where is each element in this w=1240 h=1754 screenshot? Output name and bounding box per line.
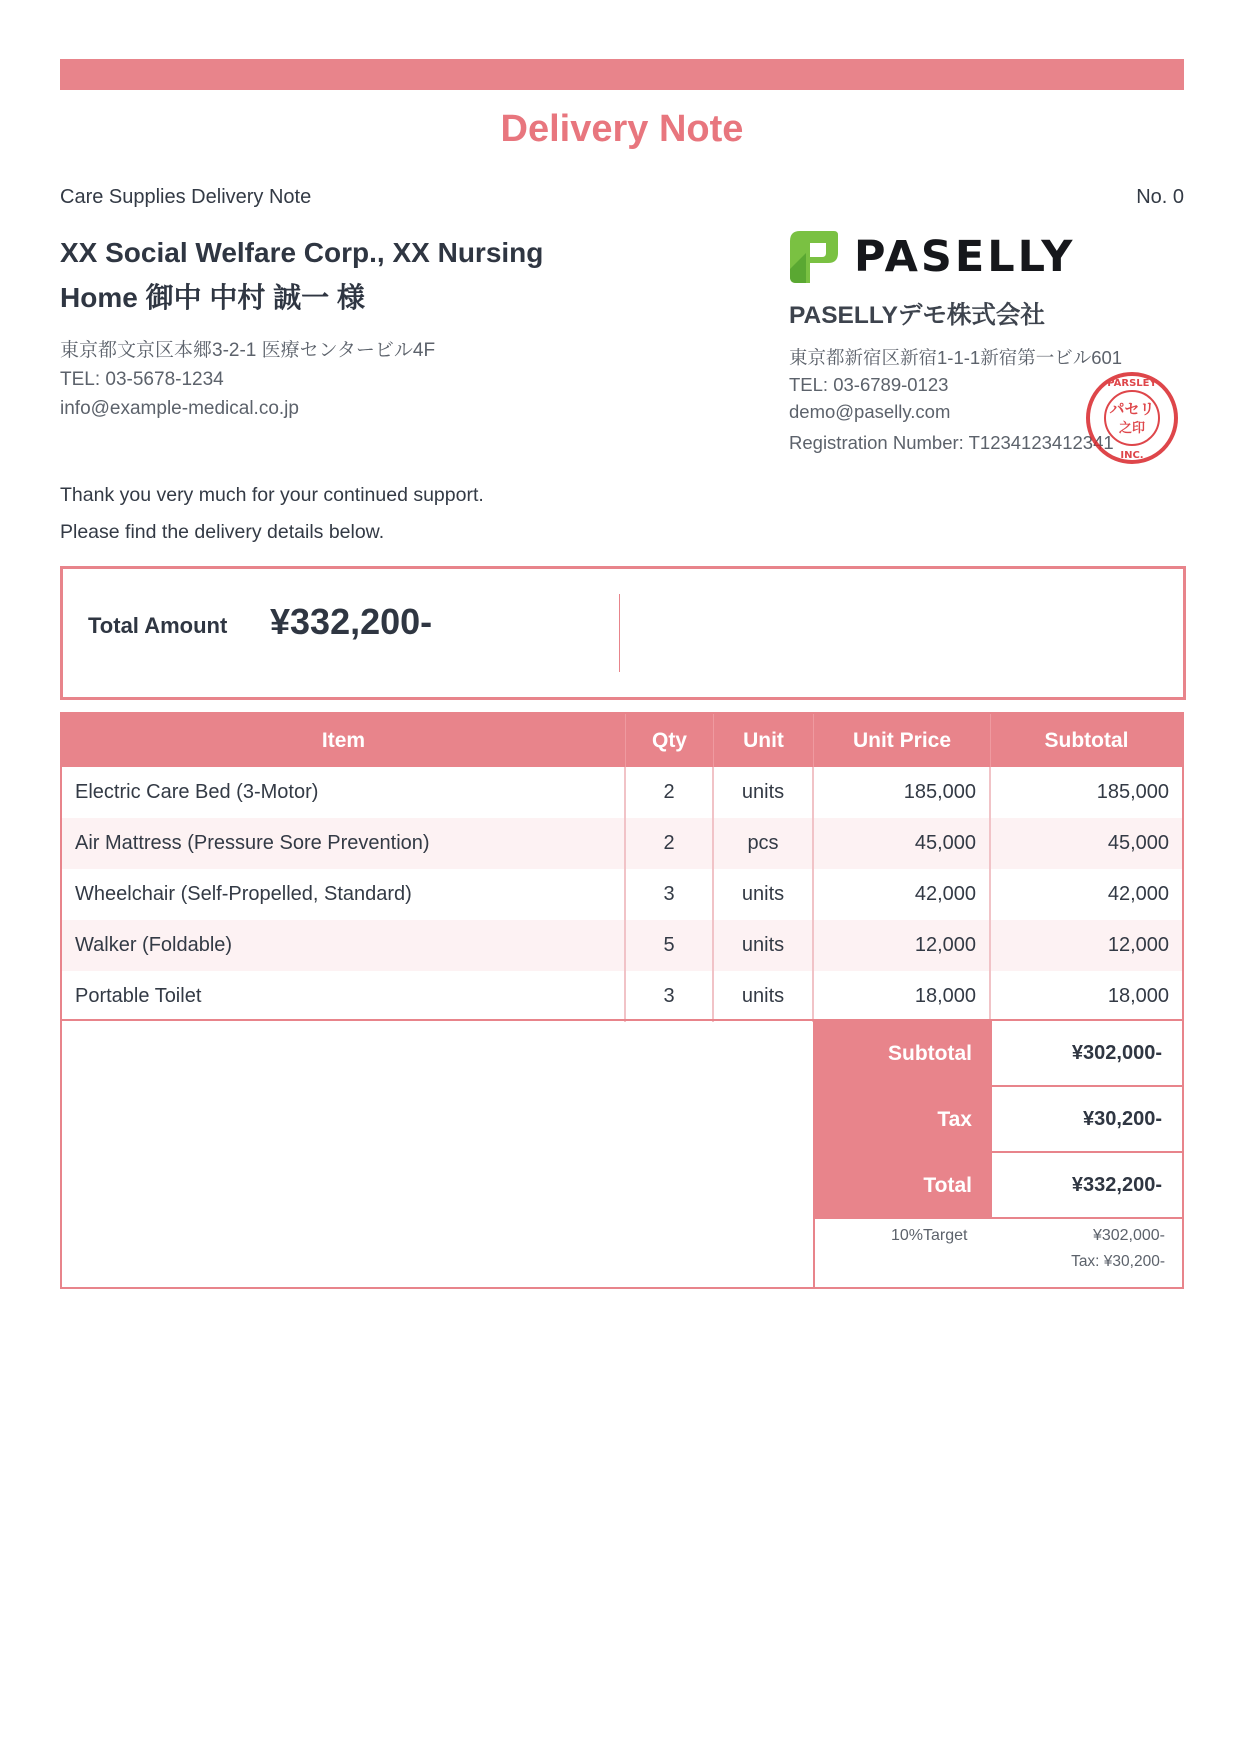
summary-tax-value: ¥30,200- xyxy=(992,1087,1182,1153)
svg-text:パセリ: パセリ xyxy=(1109,400,1155,418)
greeting xyxy=(60,477,484,551)
cell-unit: units xyxy=(714,869,814,920)
summary-subtotal-value: ¥302,000- xyxy=(992,1021,1182,1087)
cell-qty: 3 xyxy=(626,869,714,920)
total-amount-box xyxy=(60,566,1186,700)
company-info xyxy=(789,344,1122,425)
document-title: Delivery Note xyxy=(500,108,744,150)
cell-qty: 2 xyxy=(626,767,714,818)
company-registration: Registration Number: T1234123412341 xyxy=(789,432,1114,453)
svg-text:PARSLEY: PARSLEY xyxy=(1107,378,1157,389)
cell-subtotal: 185,000 xyxy=(1096,781,1169,803)
paselly-leaf-icon xyxy=(788,229,840,285)
company-tel: TEL: 03-6789-0123 xyxy=(789,374,949,395)
tax-target-value: ¥302,000- xyxy=(1092,1227,1165,1244)
cell-unit: units xyxy=(714,971,814,1022)
cell-unit-price: 42,000 xyxy=(814,869,991,920)
items-table xyxy=(60,712,1184,1022)
table-row xyxy=(62,869,1182,920)
logo-wordmark: PASELLY xyxy=(854,232,1076,282)
header-item: Item xyxy=(62,714,626,767)
svg-text:之印: 之印 xyxy=(1118,421,1146,436)
cell-unit-price: 18,000 xyxy=(814,971,991,1022)
greeting-line-2: Please find the delivery details below. xyxy=(60,521,385,543)
cell-unit-price: 185,000 xyxy=(814,767,991,818)
cell-qty: 5 xyxy=(626,920,714,971)
cell-unit-price: 45,000 xyxy=(814,818,991,869)
cell-item: Air Mattress (Pressure Sore Prevention) xyxy=(62,818,626,869)
summary-total-label: Total xyxy=(815,1153,992,1219)
cell-qty: 3 xyxy=(626,971,714,1022)
total-amount-label: Total Amount xyxy=(88,613,228,638)
document-subtitle: Care Supplies Delivery Note xyxy=(60,186,312,208)
cell-unit-price: 12,000 xyxy=(814,920,991,971)
cell-subtotal: 42,000 xyxy=(1107,883,1169,905)
company-address: 東京都新宿区新宿1-1-1新宿第一ビル601 xyxy=(789,347,1123,368)
client-email: info@example-medical.co.jp xyxy=(60,398,299,419)
summary-total-value: ¥332,200- xyxy=(992,1153,1182,1219)
cell-qty: 2 xyxy=(626,818,714,869)
table-header-row xyxy=(62,714,1182,767)
cell-item: Walker (Foldable) xyxy=(62,920,626,971)
company-logo xyxy=(788,229,1088,285)
total-box-divider xyxy=(619,594,620,672)
client-name: XX Social Welfare Corp., XX Nursing Home 御中 中村 誠一 様 xyxy=(60,237,544,313)
cell-subtotal: 12,000 xyxy=(1107,934,1169,956)
summary-subtotal-label: Subtotal xyxy=(815,1021,992,1087)
table-row xyxy=(62,818,1182,869)
greeting-line-1: Thank you very much for your continued support. xyxy=(60,484,484,506)
company-name: PASELLYデモ株式会社 xyxy=(789,302,1045,329)
cell-subtotal: 45,000 xyxy=(1107,832,1169,854)
summary-total-row xyxy=(815,1153,1182,1219)
cell-subtotal: 18,000 xyxy=(1107,985,1169,1007)
header-qty: Qty xyxy=(626,714,714,767)
cell-unit: units xyxy=(714,920,814,971)
total-amount-value: ¥332,200- xyxy=(270,601,433,642)
cell-item: Portable Toilet xyxy=(62,971,626,1022)
client-tel: TEL: 03-5678-1234 xyxy=(60,369,224,390)
header-accent-bar xyxy=(60,59,1184,90)
company-seal-icon xyxy=(1084,370,1180,466)
tax-target-tax: Tax: ¥30,200- xyxy=(1071,1253,1165,1270)
svg-text:INC.: INC. xyxy=(1120,450,1144,461)
summary-tax-row xyxy=(815,1087,1182,1153)
client-info xyxy=(60,336,435,423)
summary-tax-label: Tax xyxy=(815,1087,992,1153)
summary-subtotal-row xyxy=(815,1021,1182,1087)
table-row xyxy=(62,767,1182,818)
client-address: 東京都文京区本郷3-2-1 医療センタービル4F xyxy=(60,340,436,361)
company-email: demo@paselly.com xyxy=(789,401,951,422)
table-row xyxy=(62,920,1182,971)
tax-target-label: 10%Target xyxy=(891,1227,968,1244)
header-unit: Unit xyxy=(714,714,814,767)
cell-unit: units xyxy=(714,767,814,818)
cell-unit: pcs xyxy=(714,818,814,869)
header-subtotal: Subtotal xyxy=(1044,728,1129,752)
cell-item: Wheelchair (Self-Propelled, Standard) xyxy=(62,869,626,920)
table-row xyxy=(62,971,1182,1022)
cell-item: Electric Care Bed (3-Motor) xyxy=(62,767,626,818)
document-number: No. 0 xyxy=(1136,186,1184,208)
summary-section xyxy=(60,1019,1184,1289)
header-unit-price: Unit Price xyxy=(814,714,991,767)
